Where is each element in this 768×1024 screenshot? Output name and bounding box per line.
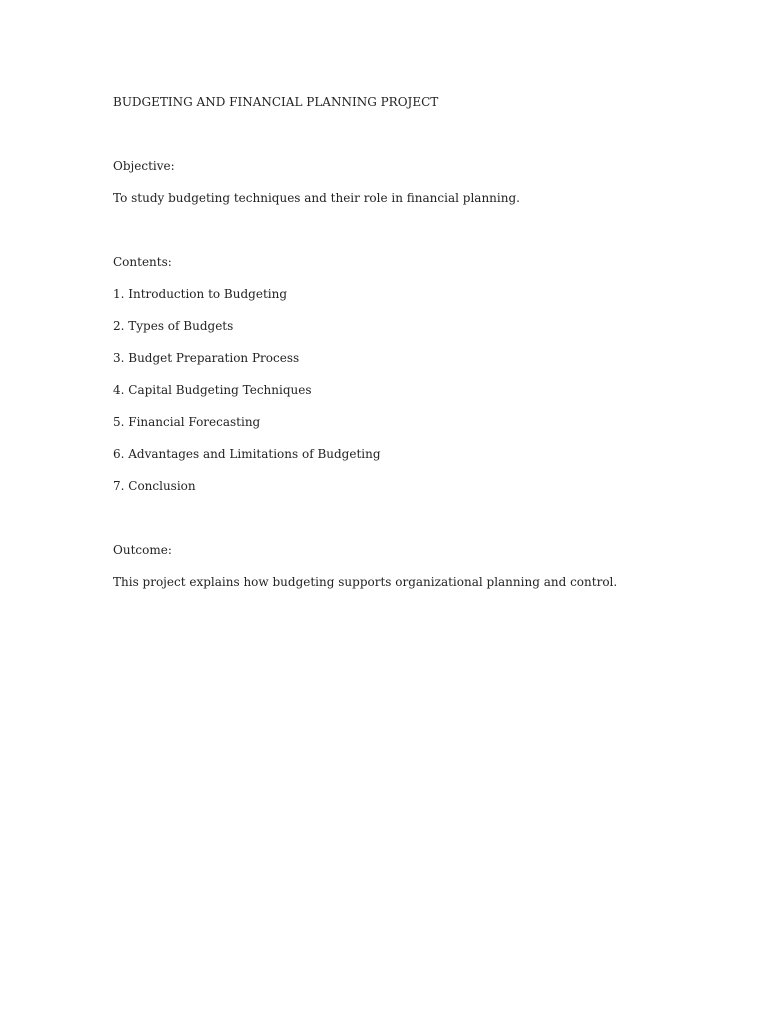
outcome-heading: Outcome: xyxy=(113,543,172,557)
objective-text: To study budgeting techniques and their role in financial planning. xyxy=(113,191,520,205)
contents-heading: Contents: xyxy=(113,255,172,269)
contents-item: 4. Capital Budgeting Techniques xyxy=(113,383,312,397)
contents-item: 2. Types of Budgets xyxy=(113,319,234,333)
outcome-text: This project explains how budgeting supports organizational planning and control. xyxy=(113,575,618,589)
objective-heading: Objective: xyxy=(113,159,175,173)
contents-item: 6. Advantages and Limitations of Budgeting xyxy=(113,447,381,461)
contents-item: 3. Budget Preparation Process xyxy=(113,351,300,365)
contents-item: 1. Introduction to Budgeting xyxy=(113,287,288,301)
contents-item: 5. Financial Forecasting xyxy=(113,415,261,429)
contents-item: 7. Conclusion xyxy=(113,479,196,493)
document-title: BUDGETING AND FINANCIAL PLANNING PROJECT xyxy=(113,95,439,109)
